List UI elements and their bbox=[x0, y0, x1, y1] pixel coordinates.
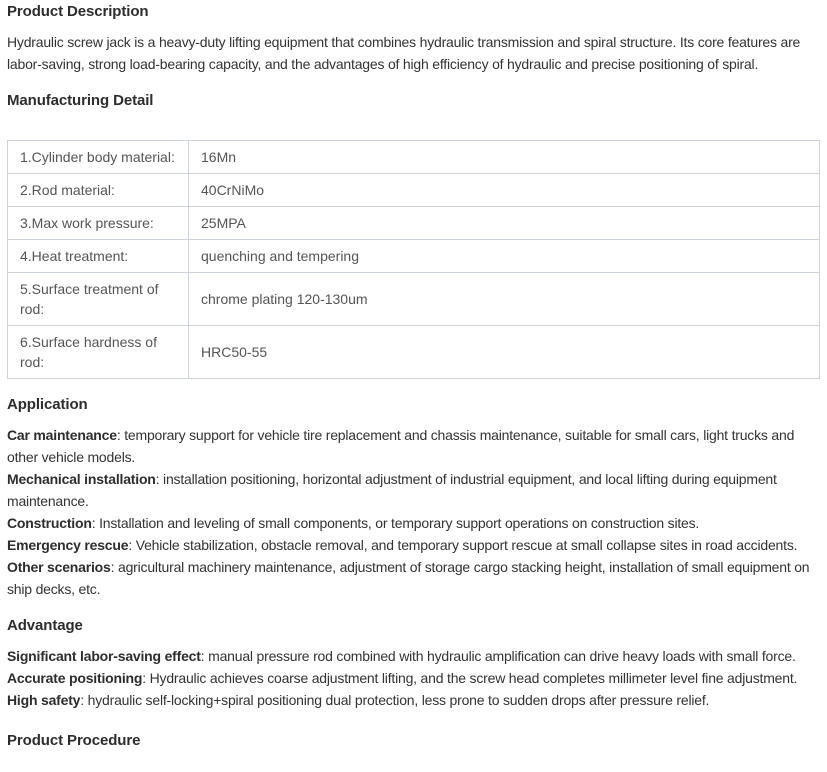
spec-value-cell: 25MPA bbox=[189, 207, 820, 240]
application-heading: Application bbox=[7, 396, 88, 413]
application-item-lead: Mechanical installation bbox=[7, 471, 156, 487]
application-item bbox=[7, 534, 820, 556]
spec-value-cell: HRC50-55 bbox=[189, 326, 820, 379]
spec-label-cell: 3.Max work pressure: bbox=[8, 207, 189, 240]
spec-value-cell: chrome plating 120-130um bbox=[189, 273, 820, 326]
advantage-item-lead: Accurate positioning bbox=[7, 670, 143, 686]
table-row bbox=[8, 273, 820, 326]
table-row bbox=[8, 240, 820, 273]
application-item bbox=[7, 424, 820, 468]
spec-label-cell: 4.Heat treatment: bbox=[8, 240, 189, 273]
application-item-lead: Car maintenance bbox=[7, 427, 117, 443]
application-item bbox=[7, 556, 820, 600]
spec-value-cell: 40CrNiMo bbox=[189, 174, 820, 207]
advantage-item-lead: Significant labor-saving effect bbox=[7, 648, 201, 664]
table-row bbox=[8, 141, 820, 174]
spec-label-cell: 5.Surface treatment of rod: bbox=[8, 273, 189, 326]
advantage-item-text: : Hydraulic achieves coarse adjustment lifting, and the screw head completes millimeter level fine adjustment. bbox=[142, 670, 798, 686]
advantage-item bbox=[7, 645, 820, 667]
table-row bbox=[8, 326, 820, 379]
application-item-lead: Other scenarios bbox=[7, 559, 111, 575]
application-item-text: : installation positioning, horizontal adjustment of industrial equipment, and local lifting during equipment maintenance. bbox=[7, 471, 777, 509]
product-description-text: Hydraulic screw jack is a heavy-duty lifting equipment that combines hydraulic transmission and spiral structure. Its core features are labor-saving, strong load-bearing capacity, and the advantages of high efficiency of hydraulic and precise positioning of spiral. bbox=[7, 34, 801, 72]
advantage-item bbox=[7, 689, 820, 711]
advantage-heading: Advantage bbox=[7, 617, 83, 634]
application-item bbox=[7, 468, 820, 512]
spec-value-cell: quenching and tempering bbox=[189, 240, 820, 273]
spec-label-cell: 6.Surface hardness of rod: bbox=[8, 326, 189, 379]
advantage-item bbox=[7, 667, 820, 689]
manufacturing-spec-table bbox=[7, 140, 820, 379]
application-item-lead: Construction bbox=[7, 515, 92, 531]
application-item-text: : agricultural machinery maintenance, adjustment of storage cargo stacking height, installation of small equipment on ship decks, etc. bbox=[7, 559, 810, 597]
application-item bbox=[7, 512, 820, 534]
application-item-text: : Installation and leveling of small components, or temporary support operations on construction sites. bbox=[91, 515, 700, 531]
application-item-text: : temporary support for vehicle tire replacement and chassis maintenance, suitable for small cars, light trucks and other vehicle models. bbox=[7, 427, 795, 465]
product-procedure-heading: Product Procedure bbox=[7, 732, 141, 749]
spec-label-cell: 2.Rod material: bbox=[8, 174, 189, 207]
table-row bbox=[8, 174, 820, 207]
application-item-lead: Emergency rescue bbox=[7, 537, 129, 553]
spec-label-cell: 1.Cylinder body material: bbox=[8, 141, 189, 174]
advantage-item-text: : manual pressure rod combined with hydraulic amplification can drive heavy loads with small force. bbox=[200, 648, 796, 664]
product-description-heading: Product Description bbox=[7, 3, 149, 20]
manufacturing-detail-heading: Manufacturing Detail bbox=[7, 92, 154, 109]
spec-value-cell: 16Mn bbox=[189, 141, 820, 174]
advantage-item-text: : hydraulic self-locking+spiral positioning dual protection, less prone to sudden drops after pressure relief. bbox=[80, 692, 710, 708]
table-row bbox=[8, 207, 820, 240]
advantage-item-lead: High safety bbox=[7, 692, 81, 708]
application-item-text: : Vehicle stabilization, obstacle removal, and temporary support rescue at small collapse sites in road accidents. bbox=[128, 537, 798, 553]
